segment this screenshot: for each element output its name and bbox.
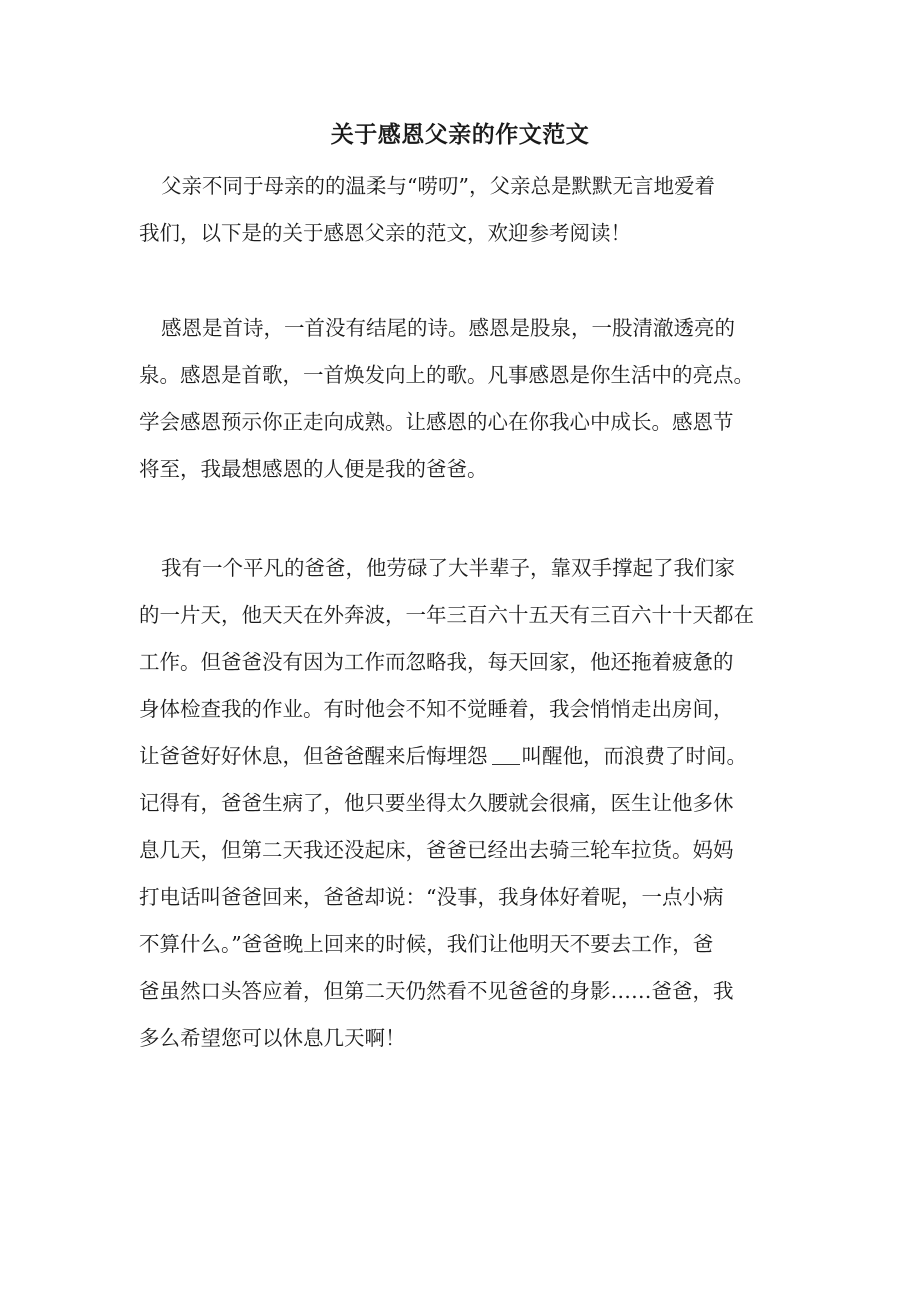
paragraph-line: 学会感恩预示你正走向成熟。让感恩的心在你我心中成长。感恩节 <box>139 410 734 434</box>
paragraph-line: 多么希望您可以休息几天啊！ <box>139 1026 406 1050</box>
line-text-before-blank: 让爸爸好好休息，但爸爸醒来后悔埋怨 <box>139 744 488 768</box>
paragraph-line: 打电话叫爸爸回来，爸爸却说：“没事，我身体好着呢，一点小病 <box>139 885 724 909</box>
paragraph-line: 记得有，爸爸生病了，他只要坐得太久腰就会很痛，医生让他多休 <box>139 791 734 815</box>
paragraph-line: 父亲不同于母亲的的温柔与“唠叨”，父亲总是默默无言地爱着 <box>161 174 715 198</box>
paragraph-father <box>139 545 789 1062</box>
paragraph-line: 爸虽然口头答应着，但第二天仍然看不见爸爸的身影……爸爸，我 <box>139 979 734 1003</box>
paragraph-line: 我们，以下是的关于感恩父亲的范文，欢迎参考阅读！ <box>139 221 631 245</box>
line-text-after-blank: 叫醒他，而浪费了时间。 <box>521 744 747 768</box>
paragraph-line: 泉。感恩是首歌，一首焕发向上的歌。凡事感恩是你生活中的亮点。 <box>139 363 754 387</box>
paragraph-line: 感恩是首诗，一首没有结尾的诗。感恩是股泉，一股清澈透亮的 <box>161 316 735 340</box>
fill-in-blank <box>492 746 520 765</box>
paragraph-line: 将至，我最想感恩的人便是我的爸爸。 <box>139 457 488 481</box>
intro-paragraph <box>139 163 789 257</box>
paragraph-line-with-blank <box>139 733 789 780</box>
paragraph-line: 不算什么。”爸爸晚上回来的时候，我们让他明天不要去工作，爸 <box>139 932 714 956</box>
paragraph-line: 息几天，但第二天我还没起床，爸爸已经出去骑三轮车拉货。妈妈 <box>139 838 734 862</box>
paragraph-line: 身体检查我的作业。有时他会不知不觉睡着，我会悄悄走出房间， <box>139 697 734 721</box>
paragraph-gratitude <box>139 305 789 493</box>
paragraph-line: 的一片天，他天天在外奔波，一年三百六十五天有三百六十十天都在 <box>139 603 754 627</box>
document-title: 关于感恩父亲的作文范文 <box>330 121 590 148</box>
paragraph-line: 我有一个平凡的爸爸，他劳碌了大半辈子，靠双手撑起了我们家 <box>161 556 735 580</box>
paragraph-line: 工作。但爸爸没有因为工作而忽略我，每天回家，他还拖着疲惫的 <box>139 650 734 674</box>
